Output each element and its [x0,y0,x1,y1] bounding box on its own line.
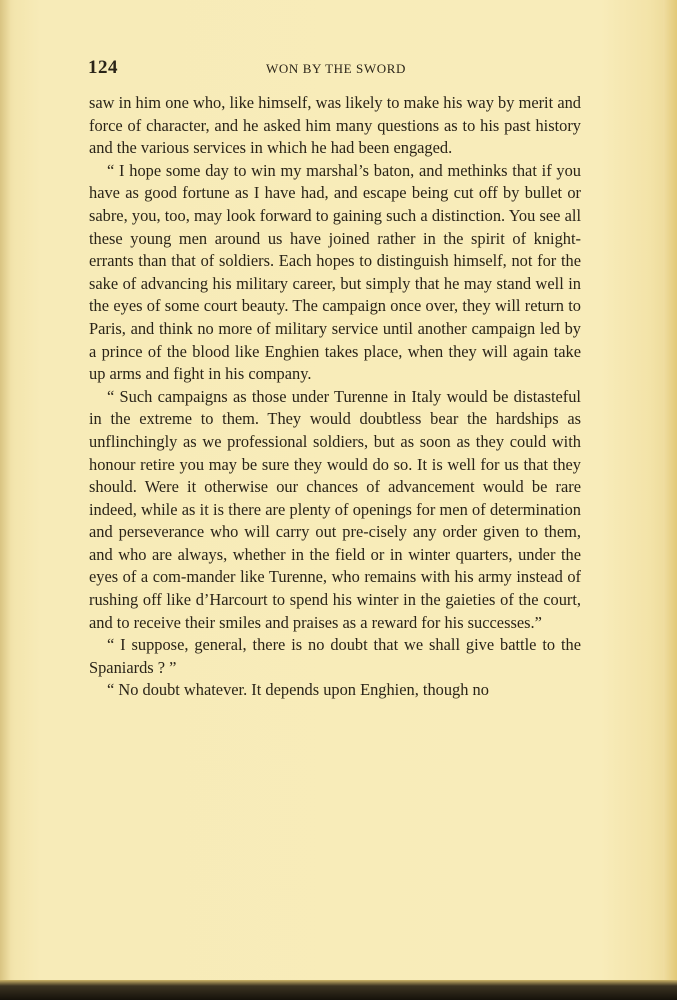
paragraph-continuation: saw in him one who, like himself, was likely to make his way by merit and force of character, and he asked him many questions as to his past history and the various services in which he had been engaged. [89,93,581,158]
running-head: WON BY THE SWORD [266,61,406,76]
paragraph: “ Such campaigns as those under Turenne in Italy would be distasteful in the extreme to them. They would doubtless bear the hardships as unflinchingly as we professional soldiers, but as soon as they could with honour retire you may be sure they would do so. It is well for us that they should. Were it otherwise our chances of advancement would be rare indeed, while as it is there are plenty of openings for men of determination and perseverance who will carry out pre-cisely any order given to them, and who are always, whether in the field or in winter quarters, under the eyes of a com-mander like Turenne, who remains with his army instead of rushing off like d’Harcourt to spend his winter in the gaieties of the court, and to receive their smiles and praises as a reward for his successes.” [89,386,581,632]
page-number: 124 [88,57,118,78]
page-header [88,57,584,81]
page-edge-shadow [663,0,677,1000]
paragraph: “ I suppose, general, there is no doubt that we shall give battle to the Spaniards ? ” [89,635,581,677]
body-text [89,92,581,702]
paragraph: “ I hope some day to win my marshal’s baton, and methinks that if you have as good fortune as I have had, and escape being cut off by bullet or sabre, you, too, may look forward to gaining such a distinction. You see all these young men around us have joined rather in the spirit of knight-errants than that of soldiers. Each hopes to distinguish himself, not for the sake of advancing his military career, but simply that he may stand well in the eyes of some court beauty. The campaign once over, they will return to Paris, and think no more of military service until another campaign led by a prince of the blood like Enghien takes place, when they will again take up arms and fight in his company. [89,160,581,384]
page-gutter-shadow [0,0,10,1000]
paragraph: “ No doubt whatever. It depends upon Enghien, though no [107,680,489,700]
scan-bottom-edge [0,980,677,1000]
